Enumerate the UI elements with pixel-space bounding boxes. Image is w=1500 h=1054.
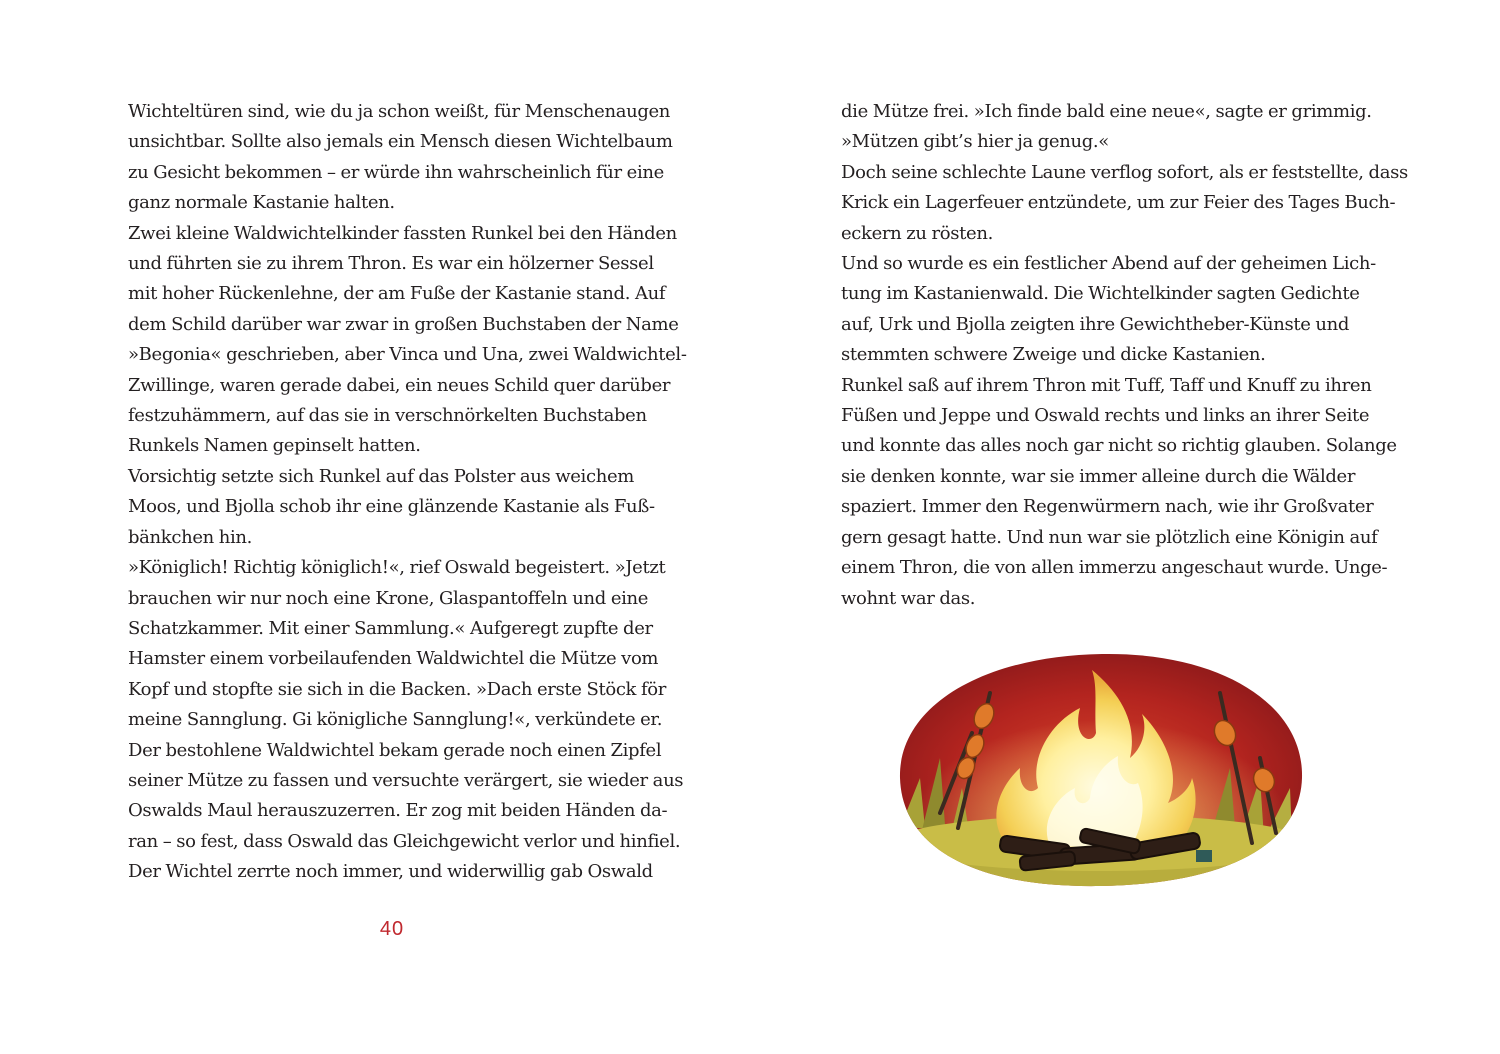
text-line: brauchen wir nur noch eine Krone, Glaspantoffeln und eine <box>128 587 649 609</box>
text-line: meine Sannglung. Gi königliche Sannglung!«, verkündete er. <box>128 709 663 731</box>
text-line: Hamster einem vorbeilaufenden Waldwichtel die Mütze vom <box>128 648 659 670</box>
text-line: tung im Kastanienwald. Die Wichtelkinder sagten Gedichte <box>841 283 1360 305</box>
text-line: eckern zu rösten. <box>841 222 993 244</box>
text-line: und führten sie zu ihrem Thron. Es war ein hölzerner Sessel <box>128 253 654 275</box>
text-line: mit hoher Rückenlehne, der am Fuße der Kastanie stand. Auf <box>128 283 666 305</box>
text-line: Runkel saß auf ihrem Thron mit Tuff, Taff und Knuff zu ihren <box>841 374 1372 396</box>
text-line: ran – so fest, dass Oswald das Gleichgewicht verlor und hinfiel. <box>128 830 681 852</box>
text-line: zu Gesicht bekommen – er würde ihn wahrscheinlich für eine <box>128 161 664 183</box>
text-line: festzuhämmern, auf das sie in verschnörkelten Buchstaben <box>128 405 647 427</box>
text-line: unsichtbar. Sollte also jemals ein Mensch diesen Wichtelbaum <box>128 131 673 153</box>
text-line: und konnte das alles noch gar nicht so richtig glauben. Solange <box>841 435 1397 457</box>
text-line: bänkchen hin. <box>128 526 253 548</box>
text-line: gern gesagt hatte. Und nun war sie plötzlich eine Königin auf <box>841 526 1378 548</box>
text-line: einem Thron, die von allen immerzu angeschaut wurde. Unge- <box>841 557 1388 579</box>
text-line: Der Wichtel zerrte noch immer, und widerwillig gab Oswald <box>128 861 653 883</box>
text-line: wohnt war das. <box>841 587 976 609</box>
text-line: sie denken konnte, war sie immer alleine durch die Wälder <box>841 465 1356 487</box>
text-line: Oswalds Maul herauszuzerren. Er zog mit beiden Händen da- <box>128 800 668 822</box>
text-line: die Mütze frei. »Ich finde bald eine neue«, sagte er grimmig. <box>841 101 1372 122</box>
right-text-column <box>841 97 1408 614</box>
text-line: Zwei kleine Waldwichtelkinder fassten Runkel bei den Händen <box>128 222 677 244</box>
text-line: »Begonia« geschrieben, aber Vinca und Una, zwei Waldwichtel- <box>128 344 687 366</box>
text-line: spaziert. Immer den Regenwürmern nach, wie ihr Großvater <box>841 496 1374 518</box>
text-line: Krick ein Lagerfeuer entzündete, um zur Feier des Tages Buch- <box>841 192 1396 214</box>
text-line: Runkels Namen gepinselt hatten. <box>128 435 421 457</box>
text-line: seiner Mütze zu fassen und versuchte verärgert, sie wieder aus <box>128 769 684 791</box>
text-line: stemmten schwere Zweige und dicke Kastanien. <box>841 344 1266 366</box>
page-number: 40 <box>379 918 405 940</box>
text-line: »Mützen gibt’s hier ja genug.« <box>841 131 1109 153</box>
stone <box>1196 850 1212 862</box>
text-line: ganz normale Kastanie halten. <box>128 192 395 214</box>
text-line: Füßen und Jeppe und Oswald rechts und links an ihrer Seite <box>841 405 1370 427</box>
text-line: Vorsichtig setzte sich Runkel auf das Polster aus weichem <box>128 465 634 487</box>
text-line: Schatzkammer. Mit einer Sammlung.« Aufgeregt zupfte der <box>128 617 653 639</box>
text-line: Doch seine schlechte Laune verflog sofort, als er feststellte, dass <box>841 161 1408 183</box>
campfire-illustration <box>880 638 1320 894</box>
text-line: auf, Urk und Bjolla zeigten ihre Gewichtheber-Künste und <box>841 313 1350 335</box>
text-line: Der bestohlene Waldwichtel bekam gerade noch einen Zipfel <box>128 739 662 761</box>
text-line: Zwillinge, waren gerade dabei, ein neues Schild quer darüber <box>128 374 671 396</box>
text-line: dem Schild darüber war zwar in großen Buchstaben der Name <box>128 313 679 335</box>
text-line: Moos, und Bjolla schob ihr eine glänzende Kastanie als Fuß- <box>128 496 655 518</box>
text-line: Wichteltüren sind, wie du ja schon weißt, für Menschenaugen <box>128 101 671 122</box>
text-line: Kopf und stopfte sie sich in die Backen. »Dach erste Stöck för <box>128 678 667 700</box>
text-line: »Königlich! Richtig königlich!«, rief Oswald begeistert. »Jetzt <box>128 557 666 579</box>
left-text-column <box>128 97 688 888</box>
text-line: Und so wurde es ein festlicher Abend auf der geheimen Lich- <box>841 253 1376 275</box>
